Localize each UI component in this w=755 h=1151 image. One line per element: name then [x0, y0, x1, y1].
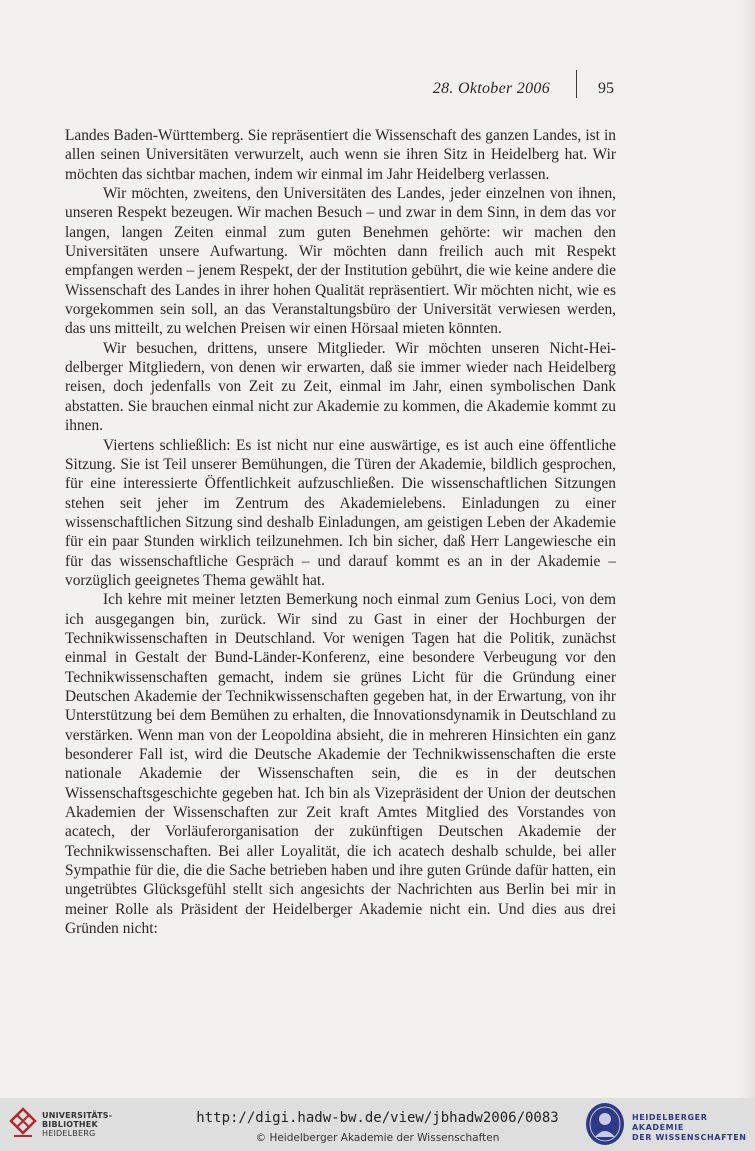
- running-head: [0, 78, 755, 102]
- paragraph-2: Wir möchten, zweitens, den Universitäten des Landes, jeder einzelnen von ihnen, unseren Respekt bezeugen. Wir machen Besuch – und zwar in dem Sinn, in dem das vor langen, langen Zeiten einmal zum guten Benehmen gehörte: wir machen den Universitäten unsere Aufwartung. Wir möchten dann freilich auch mit Respekt empfangen werden – jenem Respekt, der der Institution gebührt, die wie keine andere die Wissenschaft des Landes in ihrer hohen Qualität repräsentiert. Wir möchten nicht, wie es vorgekommen sein soll, an das Veranstaltungsbüro der Universität verwiesen werden, das uns mitteilt, zu welchen Preisen wir einen Hörsaal mieten könnten.: [65, 185, 616, 338]
- document-url-link[interactable]: http://digi.hadw-bw.de/view/jbhadw2006/0083: [196, 1110, 559, 1126]
- university-library-name: UNIVERSITÄTS- BIBLIOTHEK HEIDELBERG: [42, 1111, 113, 1138]
- copyright-notice: © Heidelberger Akademie der Wissenschaften: [255, 1132, 500, 1144]
- page-edge: [737, 0, 755, 1098]
- page-number: 95: [598, 80, 614, 97]
- running-head-date: 28. Oktober 2006: [432, 80, 550, 97]
- paragraph-4: Viertens schließlich: Es ist nicht nur eine auswärtige, es ist auch eine öffentliche Sitzung. Sie ist Teil unserer Bemühungen, die Türen der Akademie, bildlich gesprochen, für eine interessierte Öffentlichkeit aufzuschließen. Die wissenschaftlichen Sitzungen stehen seit jeher im Zentrum des Akademielebens. Einladungen zu einer wissenschaftlichen Sitzung sind deshalb Einladungen, am geistigen Leben der Akademie für ein paar Stunden wirklich teilzunehmen. Ich bin sicher, daß Herr Langewiesche ein für das wissenschaftliche Gespräch – und darauf kommt es an in der Akademie – vorzüglich geeignetes Thema gewählt hat.: [65, 436, 616, 589]
- academy-name: HEIDELBERGER AKADEMIE DER WISSENSCHAFTEN: [632, 1113, 747, 1142]
- paragraph-1: Landes Baden-Württemberg. Sie repräsentiert die Wissenschaft des ganzen Landes, ist in allen seinen Universitäten verwurzelt, auch wenn sie ihren Sitz in Heidelberg hat. Wir möchten das sichtbar machen, indem wir einmal im Jahr Heidelberg verlassen.: [65, 127, 616, 183]
- academy-seal-icon[interactable]: [586, 1103, 624, 1145]
- paragraph-3: Wir besuchen, drittens, unsere Mitglieder. Wir möchten unseren Nicht-Heidelberger Mitgliedern, von denen wir erwarten, daß sie immer wieder nach Heidelberg reisen, doch jedenfalls von Zeit zu Zeit, einmal im Jahr, einen symbolischen Dank abstatten. Sie brauchen einmal nicht zur Akademie zu kommen, die Akademie kommt zu ihnen.: [65, 339, 616, 435]
- paragraph-5: Ich kehre mit meiner letzten Bemerkung noch einmal zum Genius Loci, von dem ich ausgegangen bin, zurück. Wir sind zu Gast in einer der Hochburgen der Technikwissenschaften in Deutschland. Vor wenigen Tagen hat die Politik, zunächst einmal in Gestalt der Bund-Länder-Konferenz, eine besondere Verbeugung vor den Technikwissenschaften gemacht, indem sie grünes Licht für die Gründung einer Deutschen Akademie der Technikwissenschaften gegeben hat, in der Erwartung, von ihr Unterstützung bei dem Bemühen zu erhalten, die Innovationsdynamik in Deutschland zu verstärken. Wenn man von der Leopoldina absieht, die in mehreren Hinsichten ein ganz besonderer Fall ist, wird die Deutsche Akademie der Technikwissenschaften die erste nationale Akademie der Wissenschaften sein, die es in der deutschen Wissenschaftsgeschichte gegeben hat. Ich bin als Vizepräsident der Union der deutschen Akademien der Wissenschaften zur Zeit kraft Amtes Mitglied des Vorstandes von acatech, der Vorläuferorganisation der zukünftigen Deutschen Akademie der Technikwissenschaften. Bei aller Loyalität, die ich acatech deshalb schulde, bei aller Sympathie für die, die die Sache betrieben haben und ihre guten Gründe dafür hatten, ein ungetrübtes Glücksgefühl stellt sich angesichts der Nachrichten aus Berlin bei mir in meiner Rolle als Präsident der Heidelberger Akademie nicht ein. Und dies aus drei Gründen nicht:: [65, 591, 616, 938]
- footer-bar: [0, 1098, 755, 1151]
- body-text: [65, 126, 616, 938]
- running-head-divider: [576, 70, 577, 98]
